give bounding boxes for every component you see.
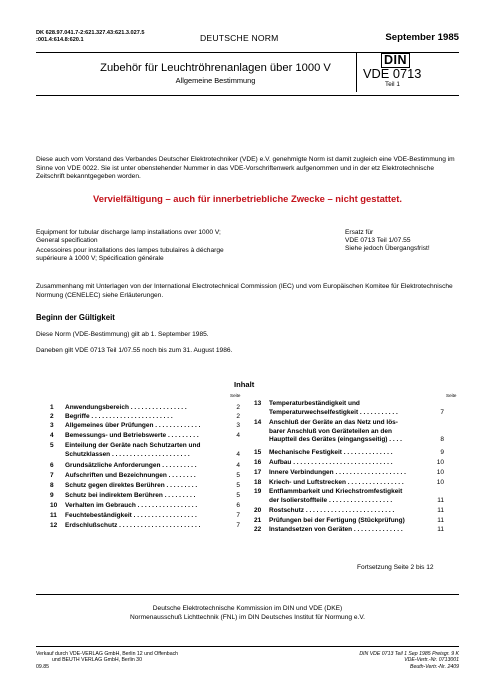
toc-entry-title: Schutz gegen direktes Berühren . . . . . . . . . — [65, 482, 198, 489]
toc-entry-number: 16 — [254, 459, 262, 466]
toc-entry-title-continued: Hauptteil des Gerätes (eingangsseitig) . . . . — [269, 436, 402, 443]
intro-paragraph: Diese auch vom Vorstand des Verbandes Deutscher Elektrotechniker (VDE) e.V. genehmigte Norm ist damit zugleich eine VDE-Bestimmung im Sinne von VDE 0022. Sie ist unter obenstehender Nummer in das VDE-Vorschriftenwerk aufgenommen und in der etz Elektrotechnische Zeitschrift bekanntgegeben worden. — [36, 156, 455, 181]
toc-entry[interactable] — [50, 404, 240, 412]
toc-entry-title: Temperaturbeständigkeit und — [269, 400, 360, 407]
toc-entry-number: 20 — [254, 507, 262, 514]
toc-entry-title-continued: der Isolierstoffteile . . . . . . . . . . . . . . . . . . — [269, 496, 393, 504]
toc-entry-page: 11 — [437, 517, 444, 524]
toc-entry-page: 6 — [236, 502, 240, 509]
toc-entry[interactable] — [254, 526, 444, 534]
toc-entry-title: Aufschriften und Bezeichnungen . . . . . . . . — [65, 472, 196, 479]
toc-entry-page: 10 — [436, 459, 444, 466]
toc-entry-number: 3 — [50, 422, 54, 429]
toc-entry-title: Entflammbarkeit und Kriechstromfestigkeit — [269, 488, 403, 495]
toc-entry-number: 17 — [254, 469, 262, 476]
toc-entry[interactable] — [254, 479, 444, 487]
toc-entry[interactable] — [254, 488, 444, 505]
toc-entry[interactable] — [50, 512, 240, 520]
toc-entry[interactable] — [254, 507, 444, 515]
norm-label: DEUTSCHE NORM — [200, 33, 279, 43]
toc-entry-page: 4 — [236, 432, 240, 439]
toc-entry-title: Aufbau . . . . . . . . . . . . . . . . . . . . . . . . . . . . — [269, 459, 393, 466]
order-info-line-2: VDE-Vertr.-Nr. 0713001 — [404, 657, 459, 664]
toc-entry-number: 18 — [254, 479, 262, 486]
toc-entry-title: Bemessungs- und Betriebswerte . . . . . . . . . — [65, 432, 199, 439]
toc-entry-number: 9 — [50, 492, 54, 499]
toc-entry-page: 7 — [236, 512, 240, 519]
contents-heading: Inhalt — [234, 380, 255, 389]
toc-entry[interactable] — [50, 482, 240, 490]
replacement-reference: VDE 0713 Teil 1/07.55 — [345, 237, 411, 245]
part-number: Teil 1 — [385, 81, 400, 88]
toc-entry-title: Rostschutz . . . . . . . . . . . . . . . . . . . . . . . . . — [269, 507, 395, 514]
toc-entry[interactable] — [50, 442, 240, 459]
toc-entry-page: 3 — [236, 422, 240, 429]
toc-entry-title-continued: Schutzklassen . . . . . . . . . . . . . . . . . . . . . . — [65, 450, 190, 458]
english-title-line-1: Equipment for tubular discharge lamp installations over 1000 V; — [36, 229, 221, 236]
toc-entry-number: 12 — [50, 522, 58, 529]
english-title-line-2: General specification — [36, 237, 98, 244]
toc-entry-page: 5 — [236, 482, 240, 489]
toc-entry-title: Grundsätzliche Anforderungen . . . . . . . . . . — [65, 462, 197, 469]
page-column-label-left: Seite — [230, 393, 241, 398]
toc-entry-title: Erdschlußschutz . . . . . . . . . . . . . . . . . . . . . . . — [65, 522, 201, 529]
english-title — [36, 229, 286, 245]
toc-entry-number: 13 — [254, 400, 262, 407]
edition-code: 09.85 — [36, 663, 49, 670]
vde-number: VDE 0713 — [363, 66, 422, 81]
french-title — [36, 247, 286, 263]
toc-entry-number: 19 — [254, 488, 262, 495]
toc-entry-title: Prüfungen bei der Fertigung (Stückprüfung) — [269, 517, 405, 524]
toc-entry[interactable] — [254, 469, 444, 477]
toc-entry-title-continued: Temperaturwechselfestigkeit . . . . . . . . . . . — [269, 408, 398, 416]
din-logo: DIN — [381, 53, 410, 68]
toc-entry-page: 11 — [437, 496, 444, 504]
publication-date: September 1985 — [385, 32, 459, 43]
toc-entry-number: 11 — [50, 512, 57, 519]
toc-entry-title: Verhalten im Gebrauch . . . . . . . . . . . . . . . . . — [65, 502, 198, 509]
toc-entry-number: 14 — [254, 419, 262, 426]
toc-entry-number: 10 — [50, 502, 58, 509]
toc-entry-title: Anwendungsbereich . . . . . . . . . . . . . . . . — [65, 404, 187, 411]
toc-entry-number: 7 — [50, 472, 54, 479]
toc-entry[interactable] — [50, 462, 240, 470]
validity-line-2: Daneben gilt VDE 0713 Teil 1/07.55 noch bis zum 31. August 1986. — [36, 347, 233, 354]
toc-entry-title: Kriech- und Luftstrecken . . . . . . . . . . . . . . . . — [269, 479, 404, 486]
toc-entry-page: 11 — [437, 526, 444, 533]
toc-entry-page: 4 — [236, 450, 240, 458]
toc-entry-page: 5 — [236, 472, 240, 479]
toc-entry-title-continued: barer Anschluß von Geräteteilen an den — [269, 427, 392, 435]
order-info-line-3: Beuth-Vertr.-Nr. 2409 — [409, 663, 459, 670]
committee-line-2: Normenausschuß Lichttechnik (FNL) im DIN Deutsches Institut für Normung e.V. — [129, 614, 366, 621]
toc-entry[interactable] — [254, 419, 444, 445]
toc-entry-number: 4 — [50, 432, 54, 439]
toc-entry-title: Innere Verbindungen . . . . . . . . . . . . . . . . . . . . — [269, 469, 406, 476]
committee-line-1: Deutsche Elektrotechnische Kommission im DIN und VDE (DKE) — [152, 605, 343, 612]
toc-entry-page: 10 — [436, 469, 444, 476]
validity-heading: Beginn der Gültigkeit — [36, 313, 115, 322]
toc-entry-title: Feuchtebeständigkeit . . . . . . . . . . . . . . . . . . — [65, 512, 197, 519]
toc-entry-number: 8 — [50, 482, 54, 489]
dk-line-2: :001.4:614.8:620.1 — [36, 37, 84, 43]
continuation-note: Fortsetzung Seite 2 bis 12 — [357, 564, 434, 571]
toc-entry-number: 21 — [254, 517, 262, 524]
toc-entry-number: 15 — [254, 449, 262, 456]
toc-entry[interactable] — [50, 522, 240, 530]
toc-entry-number: 2 — [50, 413, 54, 420]
toc-entry-number: 6 — [50, 462, 54, 469]
toc-entry-number: 22 — [254, 526, 262, 533]
toc-entry[interactable] — [50, 432, 240, 440]
toc-entry-title: Mechanische Festigkeit . . . . . . . . . . . . . . — [269, 449, 393, 456]
toc-entry[interactable] — [50, 413, 240, 421]
dk-line-1: DK 628.97.041.7-2:621.327.43:621.3.027.5 — [36, 30, 145, 36]
toc-entry-page: 2 — [236, 404, 240, 411]
toc-entry-page: 4 — [236, 462, 240, 469]
sales-info-line-2: und BEUTH VERLAG GmbH, Berlin 30 — [52, 657, 142, 664]
toc-entry[interactable] — [254, 400, 444, 417]
toc-entry[interactable] — [50, 502, 240, 510]
toc-entry-title: Schutz bei indirektem Berühren . . . . . . . . . — [65, 492, 196, 499]
divider — [36, 594, 459, 595]
replacement-label: Ersatz für — [345, 229, 374, 236]
divider — [36, 646, 459, 647]
order-info — [320, 651, 459, 670]
french-title-line-1: Accessoires pour installations des lampes tubulaires à décharge — [36, 247, 224, 254]
replacement-note — [345, 229, 465, 254]
toc-entry-page: 11 — [437, 507, 444, 514]
toc-entry-page: 2 — [236, 413, 240, 420]
toc-entry-title: Instandsetzen von Geräten . . . . . . . . . . . . . . — [269, 526, 403, 533]
toc-entry[interactable] — [254, 517, 444, 525]
toc-entry-page: 8 — [440, 436, 444, 443]
page-column-label-right: Seite — [446, 393, 457, 398]
toc-entry-page: 5 — [236, 492, 240, 499]
dk-classification — [36, 30, 145, 44]
toc-entry-page: 7 — [236, 522, 240, 529]
validity-line-1: Diese Norm (VDE-Bestimmung) gilt ab 1. September 1985. — [36, 331, 209, 338]
document-title: Zubehör für Leuchtröhrenanlagen über 1000 V — [100, 62, 331, 74]
toc-entry-title: Allgemeines über Prüfungen . . . . . . . . . . . . . — [65, 422, 201, 429]
toc-entry-title: Anschluß der Geräte an das Netz und lös- — [269, 419, 398, 426]
toc-entry-number: 1 — [50, 404, 54, 411]
toc-entry-page: 7 — [440, 408, 444, 416]
toc-entry[interactable] — [50, 422, 240, 430]
french-title-line-2: supérieure à 1000 V; Spécification générale — [36, 255, 164, 262]
toc-entry[interactable] — [50, 492, 240, 500]
toc-entry-page: 9 — [440, 449, 444, 456]
document-subtitle: Allgemeine Bestimmung — [175, 76, 256, 85]
copy-warning: Vervielfältigung – auch für innerbetriebliche Zwecke – nicht gestattet. — [93, 193, 402, 204]
toc-entry-page: 10 — [436, 479, 444, 486]
toc-entry-number: 5 — [50, 442, 54, 449]
relation-paragraph: Zusammenhang mit Unterlagen von der International Electrotechnical Commission (IEC) und vom Europäischen Komitee für Elektrotechnische Normung (CENELEC) siehe Erläuterungen. — [36, 283, 453, 299]
toc-entry-title: Einteilung der Geräte nach Schutzarten und — [65, 442, 201, 449]
sales-info-line-1: Verkauf durch VDE-VERLAG GmbH, Berlin 12 und Offenbach — [36, 651, 179, 657]
transition-note: Siehe jedoch Übergangsfrist! — [345, 245, 430, 253]
order-info-line-1: DIN VDE 0713 Teil 1 Sep 1985 Preisgr. 9 K — [359, 651, 459, 657]
toc-entry[interactable] — [50, 472, 240, 480]
sales-info — [36, 651, 178, 670]
toc-entry[interactable] — [254, 449, 444, 457]
toc-entry-title: Begriffe . . . . . . . . . . . . . . . . . . . . . . . — [65, 413, 173, 420]
toc-entry[interactable] — [254, 459, 444, 467]
din-vde-number-block — [356, 52, 424, 92]
